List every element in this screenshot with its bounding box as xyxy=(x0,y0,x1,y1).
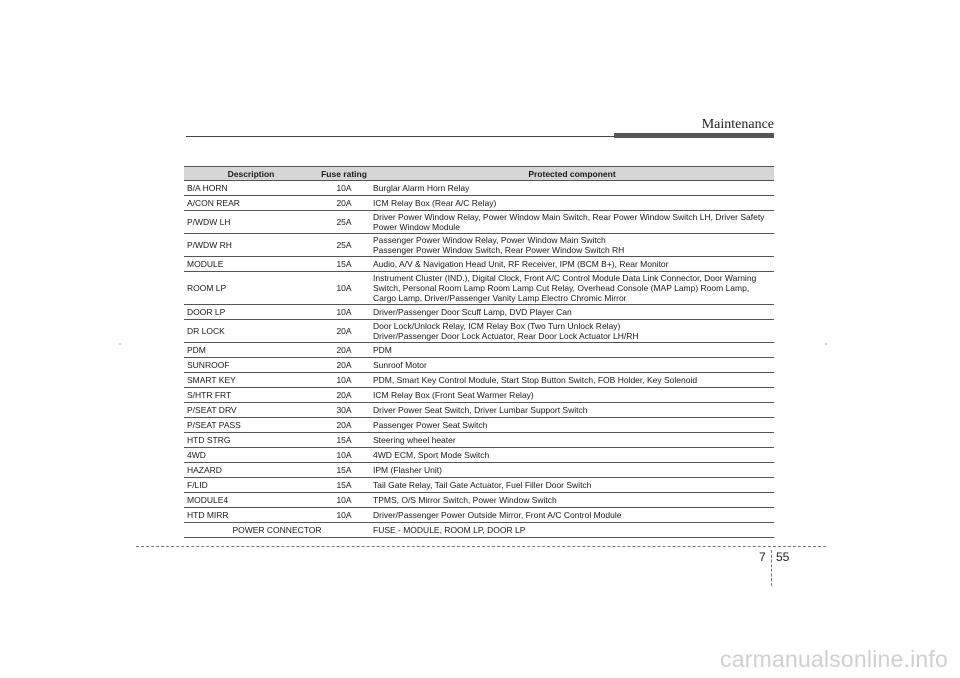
table-row xyxy=(184,403,774,418)
header-rule xyxy=(186,136,614,137)
cell-protected-component: Passenger Power Seat Switch xyxy=(370,418,774,433)
cell-protected-component: Driver/Passenger Power Outside Mirror, Front A/C Control Module xyxy=(370,508,774,523)
cell-description: HAZARD xyxy=(184,463,318,478)
cell-protected-component: Door Lock/Unlock Relay, ICM Relay Box (Two Turn Unlock Relay) Driver/Passenger Door Lock Actuator, Rear Door Lock Actuator LH/RH xyxy=(370,320,774,343)
cell-description: HTD STRG xyxy=(184,433,318,448)
cell-protected-component: Tail Gate Relay, Tail Gate Actuator, Fuel Filler Door Switch xyxy=(370,478,774,493)
cell-description: P/WDW LH xyxy=(184,211,318,234)
fuse-table xyxy=(184,166,774,538)
cell-fuse-rating: 20A xyxy=(318,388,370,403)
section-title: Maintenance xyxy=(701,117,774,132)
cell-description: A/CON REAR xyxy=(184,196,318,211)
cell-protected-component: ICM Relay Box (Rear A/C Relay) xyxy=(370,196,774,211)
cell-fuse-rating: 25A xyxy=(318,234,370,257)
cell-description: SMART KEY xyxy=(184,373,318,388)
table-row xyxy=(184,257,774,272)
page-number: 55 xyxy=(776,550,790,564)
cell-protected-component: Steering wheel heater xyxy=(370,433,774,448)
cell-description: P/WDW RH xyxy=(184,234,318,257)
table-row xyxy=(184,478,774,493)
cell-protected-component: IPM (Flasher Unit) xyxy=(370,463,774,478)
cell-description: DR LOCK xyxy=(184,320,318,343)
cell-protected-component: Sunroof Motor xyxy=(370,358,774,373)
cell-protected-component: Audio, A/V & Navigation Head Unit, RF Receiver, IPM (BCM B+), Rear Monitor xyxy=(370,257,774,272)
table-row xyxy=(184,343,774,358)
table-row xyxy=(184,448,774,463)
cell-protected-component: Passenger Power Window Relay, Power Window Main Switch Passenger Power Window Switch, Rear Power Window Switch RH xyxy=(370,234,774,257)
cell-description: S/HTR FRT xyxy=(184,388,318,403)
cell-protected-component: Driver Power Seat Switch, Driver Lumbar Support Switch xyxy=(370,403,774,418)
table-row xyxy=(184,196,774,211)
cell-protected-component: Driver Power Window Relay, Power Window Main Switch, Rear Power Window Switch LH, Driver Safety Power Window Module xyxy=(370,211,774,234)
table-row xyxy=(184,272,774,305)
watermark: carmanualsonline.info xyxy=(720,646,948,672)
cell-fuse-rating: 15A xyxy=(318,463,370,478)
cell-fuse-rating: 10A xyxy=(318,448,370,463)
cell-protected-component: 4WD ECM, Sport Mode Switch xyxy=(370,448,774,463)
cell-protected-component: PDM, Smart Key Control Module, Start Stop Button Switch, FOB Holder, Key Solenoid xyxy=(370,373,774,388)
cell-fuse-rating: 10A xyxy=(318,181,370,196)
page-chapter: 7 xyxy=(759,550,766,564)
cell-fuse-rating: 20A xyxy=(318,358,370,373)
cell-protected-component: Burglar Alarm Horn Relay xyxy=(370,181,774,196)
table-row xyxy=(184,493,774,508)
table-row xyxy=(184,388,774,403)
table-header-row xyxy=(184,167,774,181)
cell-description: MODULE4 xyxy=(184,493,318,508)
cell-description: P/SEAT PASS xyxy=(184,418,318,433)
cell-fuse-rating: 15A xyxy=(318,478,370,493)
margin-mark xyxy=(119,343,121,345)
cell-description: 4WD xyxy=(184,448,318,463)
cell-description: PDM xyxy=(184,343,318,358)
table-row xyxy=(184,358,774,373)
table-row xyxy=(184,211,774,234)
cell-description: HTD MIRR xyxy=(184,508,318,523)
table-row xyxy=(184,320,774,343)
cell-fuse-rating: 10A xyxy=(318,493,370,508)
cell-fuse-rating: 10A xyxy=(318,272,370,305)
table-row xyxy=(184,508,774,523)
column-header-description: Description xyxy=(184,167,318,181)
cell-description: B/A HORN xyxy=(184,181,318,196)
column-header-fuse-rating: Fuse rating xyxy=(318,167,370,181)
cell-fuse-rating: 10A xyxy=(318,305,370,320)
cell-description: F/LID xyxy=(184,478,318,493)
table-row xyxy=(184,463,774,478)
cell-description: MODULE xyxy=(184,257,318,272)
cell-description: P/SEAT DRV xyxy=(184,403,318,418)
cell-fuse-rating: 30A xyxy=(318,403,370,418)
cell-fuse-rating: 15A xyxy=(318,433,370,448)
table-row xyxy=(184,418,774,433)
table-row xyxy=(184,305,774,320)
table-row-power-connector xyxy=(184,523,774,538)
cell-description: ROOM LP xyxy=(184,272,318,305)
cell-fuse-rating: 10A xyxy=(318,373,370,388)
cell-protected-component: ICM Relay Box (Front Seat Warmer Relay) xyxy=(370,388,774,403)
header-rule-accent xyxy=(614,133,774,138)
table-body xyxy=(184,181,774,538)
table-row xyxy=(184,181,774,196)
cell-protected-component: TPMS, O/S Mirror Switch, Power Window Switch xyxy=(370,493,774,508)
cell-power-connector-label: POWER CONNECTOR xyxy=(184,523,370,538)
cell-fuse-rating: 20A xyxy=(318,320,370,343)
column-header-protected-component: Protected component xyxy=(370,167,774,181)
cell-description: DOOR LP xyxy=(184,305,318,320)
cell-fuse-rating: 20A xyxy=(318,196,370,211)
cell-fuse-rating: 10A xyxy=(318,508,370,523)
margin-mark xyxy=(825,343,827,345)
cell-protected-component: Driver/Passenger Door Scuff Lamp, DVD Player Can xyxy=(370,305,774,320)
page-number-separator xyxy=(771,550,772,586)
footer-rule xyxy=(136,546,826,547)
cell-power-connector-component: FUSE - MODULE, ROOM LP, DOOR LP xyxy=(370,523,774,538)
table-row xyxy=(184,433,774,448)
table-row xyxy=(184,373,774,388)
cell-protected-component: PDM xyxy=(370,343,774,358)
cell-fuse-rating: 25A xyxy=(318,211,370,234)
cell-fuse-rating: 15A xyxy=(318,257,370,272)
cell-protected-component: Instrument Cluster (IND.), Digital Clock, Front A/C Control Module Data Link Connector, Door Warning Switch, Personal Room Lamp Room Lamp Cut Relay, Overhead Console (MAP Lamp) Room Lamp, Cargo Lamp, Driver/Passenger Vanity Lamp Electro Chromic Mirror xyxy=(370,272,774,305)
cell-fuse-rating: 20A xyxy=(318,418,370,433)
cell-fuse-rating: 20A xyxy=(318,343,370,358)
table-row xyxy=(184,234,774,257)
cell-description: SUNROOF xyxy=(184,358,318,373)
